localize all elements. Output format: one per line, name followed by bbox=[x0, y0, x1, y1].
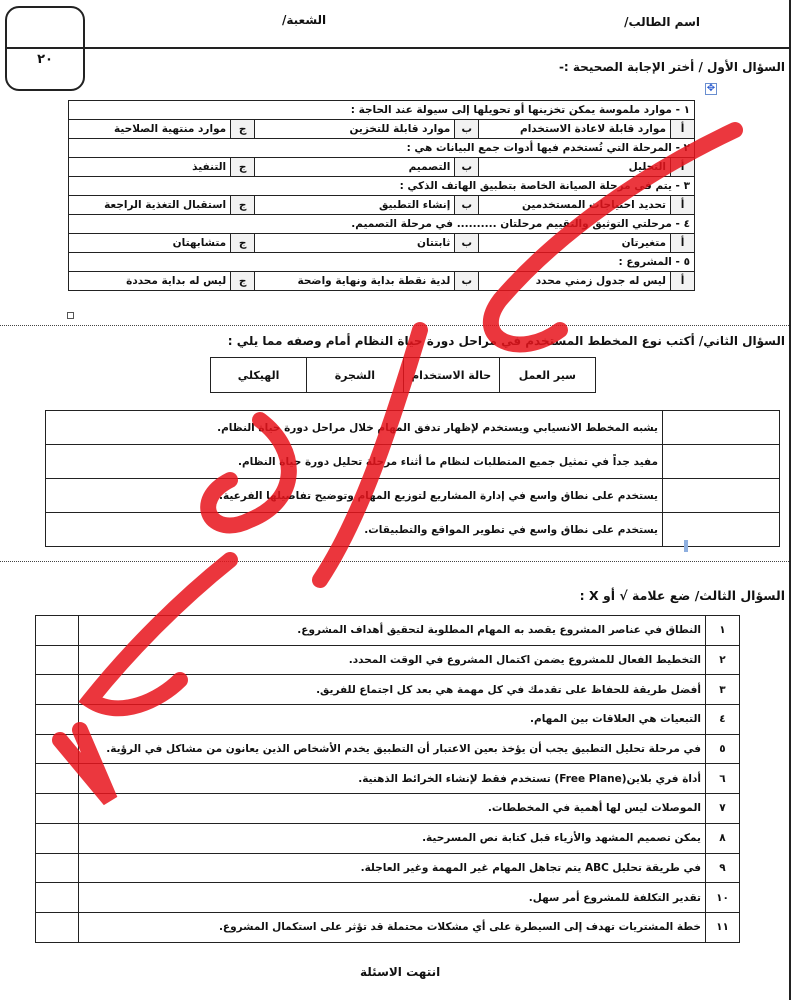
answer-cell[interactable] bbox=[663, 445, 780, 479]
q1-table bbox=[68, 100, 695, 291]
option-letter: أ bbox=[671, 234, 695, 253]
score-total: ٢٠ bbox=[37, 52, 53, 67]
section-divider bbox=[0, 325, 789, 326]
description-row bbox=[46, 445, 780, 479]
option-a[interactable]: تحديد احتياجات المستخدمين bbox=[479, 196, 671, 215]
statement-text: في طريقة تحليل ABC يتم تجاهل المهام غير المهمة وغير العاجلة. bbox=[79, 853, 706, 883]
end-text: انتهت الاسئلة bbox=[360, 965, 441, 979]
question-row bbox=[69, 139, 695, 158]
statement-text: التخطيط الفعال للمشروع يضمن اكتمال المشروع في الوقت المحدد. bbox=[79, 645, 706, 675]
description-row bbox=[46, 513, 780, 547]
description-row bbox=[46, 479, 780, 513]
statement-row bbox=[36, 912, 740, 942]
description-text: مفيد جداً في تمثيل جميع المتطلبات لنظام ما أثناء مرحلة تحليل دورة حياة النظام. bbox=[46, 445, 663, 479]
options-row bbox=[69, 158, 695, 177]
answer-cell[interactable] bbox=[36, 853, 79, 883]
option-c[interactable]: موارد منتهية الصلاحية bbox=[69, 120, 231, 139]
statement-number: ٤ bbox=[706, 705, 740, 735]
statement-row bbox=[36, 764, 740, 794]
statement-text: أفضل طريقة للحفاظ على تقدمك في كل مهمة هي بعد كل اجتماع للفريق. bbox=[79, 675, 706, 705]
q2-descriptions bbox=[45, 410, 780, 547]
statement-text: في مرحلة تحليل التطبيق يجب أن يؤخذ بعين الاعتبار أن التطبيق يخدم الأشخاص الذين يعانون من مشاكل في الرؤية. bbox=[79, 734, 706, 764]
option-a[interactable]: ليس له جدول زمني محدد bbox=[479, 272, 671, 291]
answer-cell[interactable] bbox=[36, 734, 79, 764]
statement-number: ٦ bbox=[706, 764, 740, 794]
statement-row bbox=[36, 853, 740, 883]
option-letter: أ bbox=[671, 158, 695, 177]
answer-cell[interactable] bbox=[36, 705, 79, 735]
option-b[interactable]: موارد قابلة للتخزين bbox=[255, 120, 455, 139]
statement-number: ٩ bbox=[706, 853, 740, 883]
statement-text: النطاق في عناصر المشروع يقصد به المهام المطلوبة لتحقيق أهداف المشروع. bbox=[79, 616, 706, 646]
answer-cell[interactable] bbox=[663, 411, 780, 445]
answer-cell[interactable] bbox=[36, 616, 79, 646]
statement-number: ٢ bbox=[706, 645, 740, 675]
statement-row bbox=[36, 823, 740, 853]
option-letter: ج bbox=[231, 120, 255, 139]
q3-table bbox=[35, 615, 740, 943]
score-box bbox=[5, 6, 85, 91]
q3-title: السؤال الثالث/ ضع علامة √ أو X : bbox=[579, 588, 785, 603]
statement-row bbox=[36, 705, 740, 735]
student-name-label: اسم الطالب/ bbox=[624, 15, 700, 29]
description-text: يستخدم على نطاق واسع في إدارة المشاريع لتوزيع المهام وتوضيح تفاصيلها الفرعية. bbox=[46, 479, 663, 513]
option-c[interactable]: استقبال التغذية الراجعة bbox=[69, 196, 231, 215]
option-b[interactable]: لدية نقطة بداية ونهاية واضحة bbox=[255, 272, 455, 291]
move-handle-icon[interactable]: ✥ bbox=[706, 83, 716, 94]
header-divider bbox=[85, 47, 791, 49]
q2-title: السؤال الثاني/ أكتب نوع المخطط المستخدم في مراحل دورة حياة النظام أمام وصفه مما يلي : bbox=[227, 334, 785, 348]
question-text: ٥ - المشروع : bbox=[69, 253, 695, 272]
statement-text: التبعيات هي العلاقات بين المهام. bbox=[79, 705, 706, 735]
answer-cell[interactable] bbox=[36, 675, 79, 705]
statement-text: تقدير التكلفة للمشروع أمر سهل. bbox=[79, 883, 706, 913]
statement-number: ١٠ bbox=[706, 883, 740, 913]
question-text: ٢ - المرحلة التي تُستخدم فيها أدوات جمع البيانات هي : bbox=[69, 139, 695, 158]
question-row bbox=[69, 177, 695, 196]
statement-row bbox=[36, 734, 740, 764]
choice: الهيكلي bbox=[211, 358, 307, 393]
option-letter: ج bbox=[231, 234, 255, 253]
option-c[interactable]: ليس له بداية محددة bbox=[69, 272, 231, 291]
option-letter: ب bbox=[455, 196, 479, 215]
answer-cell[interactable] bbox=[36, 883, 79, 913]
answer-cell[interactable] bbox=[36, 823, 79, 853]
options-row bbox=[69, 234, 695, 253]
options-row bbox=[69, 272, 695, 291]
statement-text: أداة فري بلاين(Free Plane) تستخدم فقط لإنشاء الخرائط الذهنية. bbox=[79, 764, 706, 794]
option-letter: ب bbox=[455, 234, 479, 253]
option-a[interactable]: موارد قابلة لاعادة الاستخدام bbox=[479, 120, 671, 139]
options-row bbox=[69, 120, 695, 139]
option-a[interactable]: التحليل bbox=[479, 158, 671, 177]
option-letter: ب bbox=[455, 272, 479, 291]
option-a[interactable]: متغيرتان bbox=[479, 234, 671, 253]
page-border-right bbox=[789, 0, 791, 1000]
statement-row bbox=[36, 883, 740, 913]
answer-cell[interactable] bbox=[36, 764, 79, 794]
option-letter: أ bbox=[671, 120, 695, 139]
resize-handle[interactable] bbox=[67, 312, 74, 319]
section-divider bbox=[0, 561, 789, 562]
q2-choices bbox=[210, 357, 596, 393]
question-text: ٣ - يتم في مرحلة الصيانة الخاصة بتطبيق الهاتف الذكي : bbox=[69, 177, 695, 196]
statement-number: ١ bbox=[706, 616, 740, 646]
options-row bbox=[69, 196, 695, 215]
description-row bbox=[46, 411, 780, 445]
description-text: يشبه المخطط الانسيابي ويستخدم لإظهار تدفق المهام خلال مراحل دورة حياة النظام. bbox=[46, 411, 663, 445]
option-c[interactable]: متشابهتان bbox=[69, 234, 231, 253]
section-label: الشعبة/ bbox=[282, 13, 327, 27]
question-row bbox=[69, 101, 695, 120]
statement-text: خطة المشتريات تهدف إلى السيطرة على أي مشكلات محتملة قد تؤثر على استكمال المشروع. bbox=[79, 912, 706, 942]
statement-row bbox=[36, 794, 740, 824]
answer-cell[interactable] bbox=[36, 645, 79, 675]
text-cursor bbox=[684, 540, 688, 552]
choice: سير العمل bbox=[499, 358, 595, 393]
answer-cell[interactable] bbox=[36, 794, 79, 824]
statement-number: ٥ bbox=[706, 734, 740, 764]
option-b[interactable]: ثابتتان bbox=[255, 234, 455, 253]
description-text: يستخدم على نطاق واسع في تطوير المواقع والتطبيقات. bbox=[46, 513, 663, 547]
statement-text: يمكن تصميم المشهد والأزياء قبل كتابة نص المسرحية. bbox=[79, 823, 706, 853]
statement-number: ٨ bbox=[706, 823, 740, 853]
choice: الشجرة bbox=[307, 358, 403, 393]
answer-cell[interactable] bbox=[663, 479, 780, 513]
statement-row bbox=[36, 675, 740, 705]
option-letter: أ bbox=[671, 272, 695, 291]
q1-title: السؤال الأول / أختر الإجابة الصحيحة :- bbox=[558, 60, 785, 74]
statement-row bbox=[36, 616, 740, 646]
option-letter: أ bbox=[671, 196, 695, 215]
answer-cell[interactable] bbox=[663, 513, 780, 547]
question-text: ١ - موارد ملموسة يمكن تخزينها أو تحويلها إلى سيولة عند الحاجة : bbox=[69, 101, 695, 120]
choice: حالة الاستخدام bbox=[403, 358, 499, 393]
option-c[interactable]: التنفيذ bbox=[69, 158, 231, 177]
question-text: ٤ - مرحلتي التوثيق والتقييم مرحلتان .......... في مرحلة التصميم. bbox=[69, 215, 695, 234]
option-letter: ب bbox=[455, 120, 479, 139]
option-letter: ج bbox=[231, 196, 255, 215]
statement-number: ٧ bbox=[706, 794, 740, 824]
question-row bbox=[69, 253, 695, 272]
option-b[interactable]: إنشاء التطبيق bbox=[255, 196, 455, 215]
statement-number: ١١ bbox=[706, 912, 740, 942]
option-b[interactable]: التصميم bbox=[255, 158, 455, 177]
answer-cell[interactable] bbox=[36, 912, 79, 942]
option-letter: ب bbox=[455, 158, 479, 177]
statement-row bbox=[36, 645, 740, 675]
question-row bbox=[69, 215, 695, 234]
option-letter: ج bbox=[231, 272, 255, 291]
statement-text: الموصلات ليس لها أهمية في المخططات. bbox=[79, 794, 706, 824]
option-letter: ج bbox=[231, 158, 255, 177]
statement-number: ٣ bbox=[706, 675, 740, 705]
